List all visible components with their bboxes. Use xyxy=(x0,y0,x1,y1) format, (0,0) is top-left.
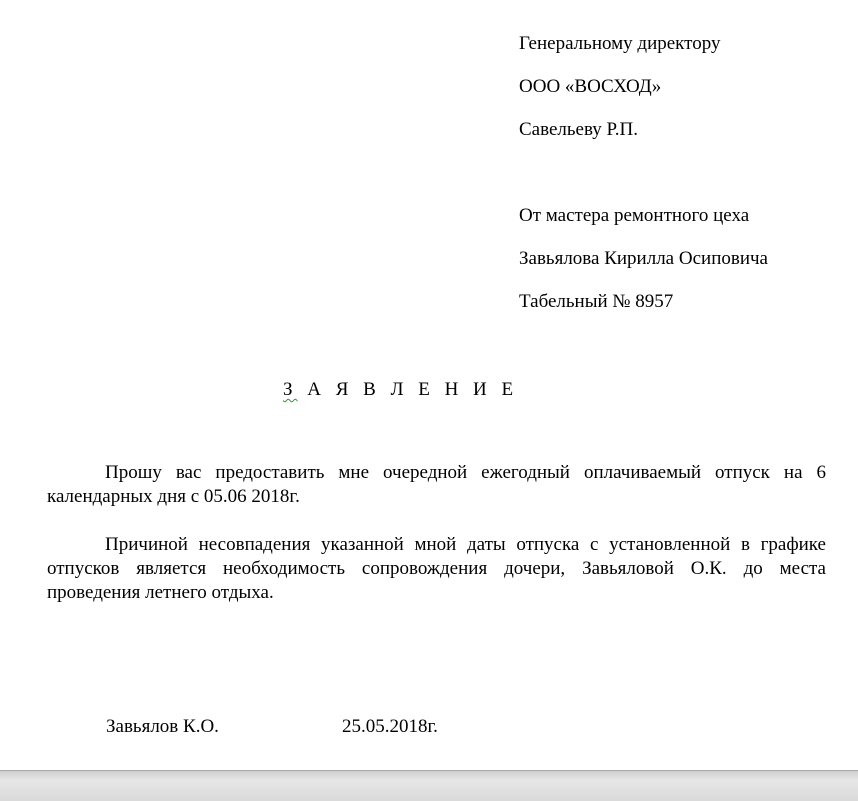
signature-date: 25.05.2018г. xyxy=(342,716,438,737)
body-paragraph-2: Причиной несовпадения указанной мной даты отпуска с установленной в графике отпусков является необходимость сопровождения дочери, Завьяловой О.К. до места проведения летнего отдыха. xyxy=(47,534,826,603)
sender-name: Завьялова Кирилла Осиповича xyxy=(519,248,768,269)
signature-name: Завьялов К.О. xyxy=(106,716,219,737)
body-paragraph-1: Прошу вас предоставить мне очередной ежегодный оплачиваемый отпуск на 6 календарных дня с 05.06 2018г. xyxy=(47,462,826,507)
title-first-letter: З xyxy=(283,379,298,400)
sender-position: От мастера ремонтного цеха xyxy=(519,205,750,226)
document-title xyxy=(283,376,518,403)
addressee-position: Генеральному директору xyxy=(519,33,721,54)
employee-id: Табельный № 8957 xyxy=(519,291,674,312)
title-rest: А Я В Л Е Н И Е xyxy=(297,379,519,400)
window-bottom-bar xyxy=(0,770,858,801)
addressee-block xyxy=(519,30,839,331)
addressee-name: Савельеву Р.П. xyxy=(519,119,638,140)
header-spacer xyxy=(519,159,839,202)
addressee-company: ООО «ВОСХОД» xyxy=(519,76,662,97)
